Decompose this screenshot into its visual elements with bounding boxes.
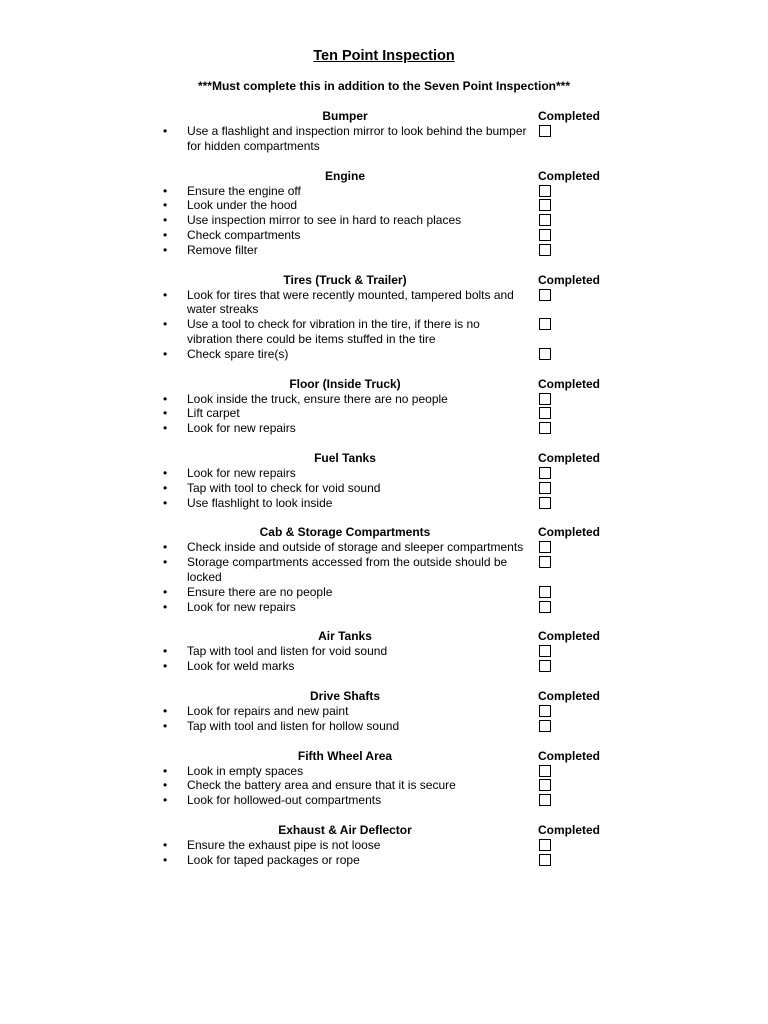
bullet-icon: • <box>163 763 168 778</box>
completed-checkbox[interactable] <box>539 541 551 553</box>
inspection-section <box>0 823 768 868</box>
page-title: Ten Point Inspection <box>313 48 455 64</box>
completed-checkbox[interactable] <box>539 765 551 777</box>
checklist-item-text: Ensure there are no people <box>187 584 333 599</box>
completed-checkbox[interactable] <box>539 407 551 419</box>
section-header <box>0 109 768 124</box>
bullet-icon: • <box>163 703 168 718</box>
checklist-item <box>0 496 768 511</box>
checklist-item <box>0 421 768 436</box>
completed-column-label: Completed <box>538 822 601 837</box>
bullet-icon: • <box>163 213 168 228</box>
bullet-icon: • <box>163 540 168 555</box>
bullet-icon: • <box>163 852 168 867</box>
checklist <box>0 392 768 436</box>
section-title: Air Tanks <box>318 629 372 644</box>
bullet-icon: • <box>163 124 168 138</box>
bullet-icon: • <box>163 317 168 332</box>
completed-column-label: Completed <box>538 376 601 391</box>
section-title: Fifth Wheel Area <box>297 748 393 763</box>
checklist-item-text: Check compartments <box>187 227 301 242</box>
checklist-item <box>0 644 768 659</box>
section-title: Tires (Truck & Trailer) <box>283 272 407 287</box>
completed-checkbox[interactable] <box>539 229 551 241</box>
bullet-icon: • <box>163 584 168 599</box>
checklist-item <box>0 793 768 808</box>
checklist-item <box>0 585 768 600</box>
completed-checkbox[interactable] <box>539 318 551 330</box>
bullet-icon: • <box>163 495 168 510</box>
bullet-icon: • <box>163 480 168 495</box>
completed-checkbox[interactable] <box>539 556 551 568</box>
section-title: Engine <box>324 168 365 183</box>
inspection-section <box>0 273 768 362</box>
section-header <box>0 377 768 392</box>
checklist-item <box>0 600 768 615</box>
section-title: Cab & Storage Compartments <box>259 525 431 540</box>
completed-column-label: Completed <box>538 272 601 287</box>
checklist <box>0 540 768 614</box>
checklist-item-text: Use inspection mirror to see in hard to reach places <box>187 213 462 228</box>
checklist-item-text: Check the battery area and ensure that it is secure <box>187 778 456 793</box>
completed-column-label: Completed <box>538 168 601 183</box>
completed-checkbox[interactable] <box>539 125 551 137</box>
checklist-item-text: Look for new repairs <box>187 421 296 436</box>
checklist-item <box>0 124 768 154</box>
inspection-section <box>0 525 768 614</box>
checklist-item <box>0 392 768 407</box>
bullet-icon: • <box>163 644 168 659</box>
completed-checkbox[interactable] <box>539 794 551 806</box>
bullet-icon: • <box>163 465 168 480</box>
bullet-icon: • <box>163 406 168 421</box>
inspection-section <box>0 451 768 510</box>
checklist-item-text: Look for taped packages or rope <box>187 852 360 867</box>
checklist-item <box>0 719 768 734</box>
checklist <box>0 644 768 674</box>
checklist <box>0 124 768 154</box>
completed-checkbox[interactable] <box>539 705 551 717</box>
checklist-item <box>0 288 768 318</box>
bullet-icon: • <box>163 659 168 674</box>
bullet-icon: • <box>163 837 168 852</box>
checklist-item <box>0 659 768 674</box>
checklist-item-text: Remove filter <box>187 242 258 257</box>
checklist-item-text: Use flashlight to look inside <box>187 495 333 510</box>
bullet-icon: • <box>163 242 168 257</box>
checklist-item-text: Check spare tire(s) <box>187 346 289 361</box>
section-header <box>0 823 768 838</box>
checklist-item <box>0 838 768 853</box>
section-header <box>0 689 768 704</box>
inspection-section <box>0 377 768 436</box>
completed-column-label: Completed <box>538 109 601 123</box>
checklist-item <box>0 213 768 228</box>
checklist <box>0 184 768 258</box>
checklist-item <box>0 704 768 719</box>
section-header <box>0 273 768 288</box>
section-header <box>0 525 768 540</box>
checklist-item-text: Look under the hood <box>187 198 298 213</box>
completed-column-label: Completed <box>538 748 601 763</box>
bullet-icon: • <box>163 778 168 793</box>
section-title: Fuel Tanks <box>314 450 376 465</box>
checklist-item <box>0 778 768 793</box>
checklist-item-text: Look for new repairs <box>187 599 296 614</box>
checklist-item-text: Look inside the truck, ensure there are no people <box>187 391 448 406</box>
checklist-item-text: Tap with tool to check for void sound <box>187 480 381 495</box>
checklist-item <box>0 243 768 258</box>
checklist-item-text: Ensure the engine off <box>187 183 301 198</box>
bullet-icon: • <box>163 421 168 436</box>
bullet-icon: • <box>163 346 168 361</box>
bullet-icon: • <box>163 391 168 406</box>
completed-column-label: Completed <box>538 450 601 465</box>
checklist-item-text: Ensure the exhaust pipe is not loose <box>187 837 381 852</box>
checklist-item <box>0 764 768 779</box>
completed-column-label: Completed <box>538 688 601 703</box>
checklist-item-text: Look for new repairs <box>187 465 296 480</box>
section-title: Bumper <box>322 109 368 123</box>
inspection-section <box>0 689 768 734</box>
checklist-item-text: Look for repairs and new paint <box>187 703 349 718</box>
checklist-item <box>0 853 768 868</box>
section-title: Floor (Inside Truck) <box>289 376 401 391</box>
completed-checkbox[interactable] <box>539 393 551 405</box>
checklist-item-text: Use a flashlight and inspection mirror to look behind the bumper for hidden compartments <box>187 124 527 153</box>
checklist-item-text: Look for tires that were recently mounted, tampered bolts and water streaks <box>187 287 514 317</box>
completed-checkbox[interactable] <box>539 779 551 791</box>
checklist <box>0 288 768 362</box>
bullet-icon: • <box>163 198 168 213</box>
checklist-item-text: Tap with tool and listen for void sound <box>187 644 388 659</box>
checklist-item-text: Check inside and outside of storage and sleeper compartments <box>187 540 524 555</box>
checklist-item-text: Tap with tool and listen for hollow sound <box>187 718 400 733</box>
completed-checkbox[interactable] <box>539 289 551 301</box>
completed-checkbox[interactable] <box>539 660 551 672</box>
bullet-icon: • <box>163 718 168 733</box>
checklist-item <box>0 481 768 496</box>
completed-checkbox[interactable] <box>539 497 551 509</box>
bullet-icon: • <box>163 227 168 242</box>
completed-checkbox[interactable] <box>539 645 551 657</box>
completed-column-label: Completed <box>538 629 601 644</box>
bullet-icon: • <box>163 287 168 302</box>
checklist-item-text: Look in empty spaces <box>187 763 304 778</box>
checklist-item-text: Storage compartments accessed from the outside should be locked <box>187 555 508 584</box>
inspection-section <box>0 629 768 674</box>
section-title: Drive Shafts <box>309 688 381 703</box>
checklist-item-text: Use a tool to check for vibration in the tire, if there is no vibration there could be items stuffed in the tire <box>187 317 480 346</box>
checklist-item <box>0 540 768 555</box>
bullet-icon: • <box>163 555 168 570</box>
checklist-item <box>0 228 768 243</box>
completed-checkbox[interactable] <box>539 199 551 211</box>
completed-checkbox[interactable] <box>539 839 551 851</box>
bullet-icon: • <box>163 599 168 614</box>
checklist-item <box>0 555 768 585</box>
inspection-section <box>0 109 768 154</box>
checklist-item-text: Look for weld marks <box>187 659 295 674</box>
checklist <box>0 704 768 734</box>
completed-checkbox[interactable] <box>539 214 551 226</box>
section-title: Exhaust & Air Deflector <box>278 822 412 837</box>
completed-checkbox[interactable] <box>539 854 551 866</box>
completed-checkbox[interactable] <box>539 720 551 732</box>
checklist-item <box>0 347 768 362</box>
checklist-item <box>0 466 768 481</box>
inspection-section <box>0 749 768 808</box>
section-header <box>0 629 768 644</box>
completed-checkbox[interactable] <box>539 467 551 479</box>
inspection-section <box>0 169 768 258</box>
section-header <box>0 451 768 466</box>
checklist <box>0 764 768 808</box>
checklist-item-text: Lift carpet <box>187 406 240 421</box>
page-subtitle: ***Must complete this in addition to the Seven Point Inspection*** <box>197 79 571 93</box>
bullet-icon: • <box>163 793 168 808</box>
completed-checkbox[interactable] <box>539 482 551 494</box>
completed-column-label: Completed <box>538 525 601 540</box>
section-header <box>0 749 768 764</box>
completed-checkbox[interactable] <box>539 601 551 613</box>
inspection-sections <box>0 109 768 883</box>
completed-checkbox[interactable] <box>539 422 551 434</box>
section-header <box>0 169 768 184</box>
bullet-icon: • <box>163 183 168 198</box>
completed-checkbox[interactable] <box>539 244 551 256</box>
completed-checkbox[interactable] <box>539 348 551 360</box>
checklist-item <box>0 406 768 421</box>
completed-checkbox[interactable] <box>539 185 551 197</box>
checklist-item <box>0 317 768 347</box>
checklist <box>0 838 768 868</box>
checklist <box>0 466 768 510</box>
checklist-item <box>0 198 768 213</box>
checklist-item-text: Look for hollowed-out compartments <box>187 793 382 808</box>
completed-checkbox[interactable] <box>539 586 551 598</box>
checklist-item <box>0 184 768 199</box>
